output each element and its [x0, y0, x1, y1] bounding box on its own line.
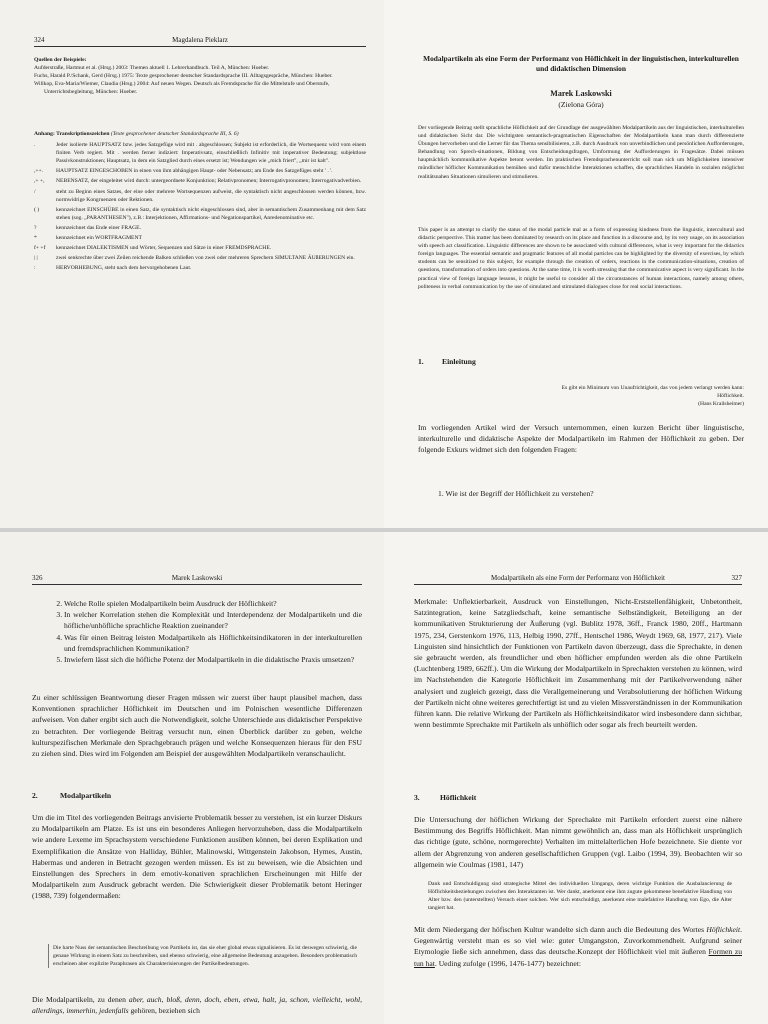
transcription-symbol: ? — [34, 224, 37, 231]
page-326 — [0, 532, 384, 1024]
abstract-english: This paper is an attempt to clarify the status of the modal particle mal as a form of expressing kindness from the linguistic, intercultural and didactic perspective. This matter has been dominated by research on its place and function in a discourse and, by its very usage, on its association with speech act classification. Linguistic differences are shown to be associated with cultural differences, what is very important for the didactics foreign languages. The essential semantic and pragmatic features of all modal particles can be highlighted by the diversity of exercises, by which students can be sensitized to this subject, for example through the creation of orders, reactions in the communication-situations, creation of questions, transformation of orders into questions. At the same time, it is worth stressing that the communicative aspect is very significant. In the practical view of foreign language lessons, it might be useful to consider all the circumstances of human interactions, namely among others, politeness in verbal communication by the use of simulated and stimulated dialogues close for real social interactions. — [418, 227, 744, 290]
question-item: 1. Wie ist der Begriff der Höflichkeit zu verstehen? — [438, 489, 594, 498]
page-327 — [384, 532, 768, 1024]
section-title: Modalpartikeln — [60, 791, 112, 800]
source-entry: Fuchs, Harald P./Schank, Gerd (Hrsg.) 1975: Texte gesprochener deutscher Standardsprache III. Alltagsgespräche, München: Hueber. — [34, 73, 333, 80]
transcription-text: NEBENSATZ, der eingeleitet wird durch: untergeordnete Konjunktion; Relativpronomen; Interrogativpronomen; Interrogativadverbien. — [56, 178, 362, 185]
running-head: Magdalena Pieklarz — [172, 36, 228, 44]
page-number: 327 — [731, 574, 742, 582]
sources-section — [34, 56, 366, 96]
transcription-symbol: ( ) — [34, 206, 40, 213]
header-rule — [34, 46, 366, 47]
text-run: Die Modalpartikeln, zu denen — [32, 995, 129, 1004]
section-number: 3. — [414, 793, 420, 802]
transcription-appendix — [34, 130, 366, 272]
transcription-row — [34, 264, 366, 272]
text-run: . Gegenwärtig versteht man es so viel wie: guter Umgangston, Zuvorkommendheit. Aufgrund seiner Etymologie ließe sich annehmen, dass das deutsche.Konzept der Höflichkeit viel mit äußeren — [414, 925, 742, 957]
transcription-text: kennzeichnet DIALEKTISMEN und Wörter, Sequenzen und Sätze in einer FREMDSPRACHE. — [56, 245, 272, 252]
section-heading — [414, 792, 742, 803]
transcription-text: kennzeichnet das Ende einer FRAGE. — [56, 224, 141, 231]
transcription-symbol: . — [34, 142, 36, 149]
text-run: . Ueding zufolge (1996, 1476-1477) bezeichnet: — [434, 958, 582, 968]
appendix-subtitle: (Texte gesprochener deutscher Standardsprache III, S. 6) — [110, 131, 239, 137]
transcription-row — [34, 206, 366, 222]
transcription-text: HERVORHEBUNG, steht nach dem hervorgehobenen Laut. — [56, 265, 192, 272]
transcription-text: kennzeichnet EINSCHÜBE in einen Satz, die syntaktisch nicht eingeschlossen sind, aber in semantischem Zusammenhang mit dem Satz stehen (sog. „PARANTHESEN"), z.B.: Interjektionen, Affirmations- und Negationspartikel, Anredenominative etc. — [56, 206, 366, 221]
appendix-title — [34, 130, 366, 138]
transcription-symbol: ,+ +, — [34, 178, 45, 185]
text-run: gehören, beziehen sich — [128, 1006, 200, 1016]
transcription-symbol: : — [34, 265, 36, 272]
body-paragraph: Zu einer schlüssigen Beantwortung dieser Fragen müssen wir zuerst über haupt plausibel machen, dass Konventionen sprachlicher Höflichkeit im Deutschen und im Polnischen wesentliche Differenzen aufweisen. Von daher ergibt sich auch die Notwendigkeit, solche Unterschiede aus didaktischer Perspektive zu betrachten. Der vorliegende Beitrag versucht nun, einen Überblick darüber zu geben, welche kulturspezifischen Merkmale den Sprachgebrauch prägen und welche Konsequenzen hieraus für den FSU zu ziehen sind. Dies wird im Folgenden am Beispiel der ausgewählten Modalpartikeln veranschaulicht. — [32, 693, 362, 759]
transcription-row — [34, 244, 366, 252]
transcription-row — [34, 141, 366, 165]
block-quote: Die harte Nuss der semantischen Beschreibung von Partikeln ist, das sie eher global etwas signalisieren. Es ist deswegen schwierig, die genaue Wirkung in einem Satz zu beschreiben, und ebenso schwierig, eine allgemeine Bedeutung anzugeben. Besonders problematisch erscheinen aber explizite Paraphrasen als Charakterisierungen der Partikelbedeutungen. — [48, 944, 357, 968]
section-heading — [32, 790, 362, 801]
author-block — [418, 88, 744, 110]
intro-paragraph: Im vorliegenden Artikel wird der Versuch unternommen, einen kurzen Bericht über linguistische, interkulturelle und didaktische Aspekte der Modalpartikeln im Rahmen der Höflichkeit zu geben. Der folgende Exkurs widmet sich den folgenden Fragen: — [418, 423, 744, 455]
page-article-start — [384, 0, 768, 528]
question-item: 5. Inwiefern lässt sich die höfliche Potenz der Modalpartikeln in die didaktische Praxis umsetzen? — [64, 654, 362, 665]
article-title: Modalpartikeln als eine Form der Performanz von Höflichkeit in der linguistischen, interkulturellen und didaktischen Dimension — [423, 54, 739, 73]
transcription-symbol: f+ +f — [34, 245, 46, 252]
text-run: Mit dem Niedergang der höfischen Kultur wandelte sich dann auch die Bedeutung des Wortes — [414, 925, 707, 934]
transcription-text: Jeder isolierte HAUPTSATZ bzw. jedes Satzgefüge wird mit . abgeschlossen; Subjekt ist erforderlich, die Wortsequenz wird vom einem finiten Verb regiert. Mit . werden ferner indiziert: Imperativsatz, einschließlich Infinitiv mit imperativer Bedeutung; subjektlose Passivkonstruktionen; Hauptsatz, in dem ein Satzglied durch eines ersetzt ist; Wendungen wie „mich friert", „mir ist kalt". — [56, 142, 366, 165]
author-name: Marek Laskowski — [550, 89, 612, 98]
body-paragraph: Die Untersuchung der höflichen Wirkung der Sprechakte mit Partikeln erfordert zuerst eine nähere Bestimmung des Begriffs Höflichkeit. Man nimmt gewöhnlich an, dass man als Höflichkeit ursprünglich das richtige (gute, schöne, normgerechte) Verhalten im mittelalterlichen Hofe bezeichnete. Sie diente vor allem der Abgrenzung von anderen gesellschaftlichen Gruppen (vgl. Laibo (1994, 39). Beobachten wir so allgemein wie Coulmas (1981, 147) — [414, 815, 742, 869]
header-rule — [32, 584, 362, 585]
question-item: 2. Welche Rolle spielen Modalpartikeln beim Ausdruck der Höflichkeit? — [64, 598, 362, 609]
section-heading — [418, 356, 744, 367]
questions — [46, 598, 362, 665]
sources-heading: Quellen der Beispiele: — [34, 57, 87, 63]
author-affiliation: (Zielona Góra) — [558, 100, 604, 109]
section-number: 2. — [32, 791, 38, 800]
section-title: Einleitung — [442, 357, 476, 366]
body-paragraph — [414, 924, 742, 969]
transcription-row — [34, 234, 366, 242]
underlined-text: Formen zu tun hat — [414, 947, 742, 968]
transcription-text: zwei senkrechte über zwei Zeilen reichende Balken schließen von zwei oder mehreren Sprechern SIMULTANE ÄUßERUNGEN ein. — [56, 255, 355, 262]
page-324 — [0, 0, 384, 528]
emphasis: Höflichkeit — [706, 925, 741, 934]
transcription-text: HAUPTSATZ EINGESCHOBEN in einen von ihm abhängigen Haupt- oder Nebensatz; am Ende des Satzgefüges steht ' . '. — [56, 168, 333, 175]
transcription-text: steht zu Beginn eines Satzes, der eine oder mehrere Wortsequenzen aufweist, die syntaktisch nicht angeschlossen werden können, bzw. normwidrige Kongruenzen oder Rektionen. — [56, 188, 366, 203]
transcription-text: kennzeichnet ein WORTFRAGMENT — [56, 235, 142, 242]
page-number: 326 — [32, 574, 43, 582]
question-item: 3. In welcher Korrelation stehen die Komplexität und Interdependenz der Modalpartikeln und die höfliche/unhöfliche sprachliche Reaktion zueinander? — [64, 609, 362, 631]
header-rule — [414, 584, 742, 585]
abstract-german: Der vorliegende Beitrag stellt sprachliche Höflichkeit auf der Grundlage der ausgewählten Modalpartikeln aus der linguistischen, interkulturellen und didaktischen Sicht dar. Die wichtigsten semantisch-pragmatischen Eigenschaften der Modalpartikeln kann man durch differenzierte Übungen hervorheben und die Lerner für das Thema sensibilisieren, z.B. durch Ausdruck von unverbindlichen und persönlichen Aufforderungen, Behandlung von Sprech-situationen, Bildung von Entscheidungsfragen, Umformung der Aufforderungen in Fragesätze. Dabei müssen hauptsächlich kommunikative Aspekte betont werden. Im praktischen Fremdsprachenunterricht soll man sich um Möglichkeiten intensiver mündlicher höflicher Kommunikation bemühen und dafür menschliche Interaktionen schaffen, die sprachliches Handeln in sozialen möglichst realitätsnahen Situationen simulieren und stimulieren. — [418, 125, 744, 180]
particle-list: aber, auch, bloß, denn, doch, eben, etwa, halt, ja, schon, vielleicht, wohl, allerdings, immerhin, jedenfalls — [32, 995, 362, 1016]
epigraph-quote: Es gibt ein Minimum von Unaufrichtigkeit, das von jedem verlangt werden kann: Höflichkeit. — [561, 385, 744, 400]
question-item: 4. Was für einen Beitrag leisten Modalpartikeln als Höflichkeitsindikatoren in der interkulturellen und fremdsprachlichen Kommunikation? — [64, 632, 362, 654]
transcription-row — [34, 188, 366, 204]
page-number: 324 — [34, 36, 45, 44]
block-quote: Dank und Entschuldigung sind strategische Mittel des individuellen Umgangs, deren wichtige Funktion die Ausbalancierung de Höflichkeitsbeziehungen zwischen den Interaktanten ist. Wer dankt, anerkennt eine ihm zugute gekommene benefaktive Handlung von Alter bzw. den (unterstellten) Versuch einer solchen. Wer sich entschuldigt, anerkennt eine malefaktive Handlung von Ego, die Alter tangiert hat. — [428, 881, 732, 912]
epigraph — [534, 384, 744, 408]
section-number: 1. — [418, 357, 424, 366]
transcription-symbol: * — [34, 235, 37, 242]
body-paragraph — [32, 994, 362, 1016]
transcription-row — [34, 254, 366, 262]
appendix-heading: Anhang: Transkriptionszeichen — [34, 131, 110, 137]
transcription-row — [34, 167, 366, 175]
running-head: Modalpartikeln als eine Form der Performanz von Höflichkeit — [491, 574, 665, 582]
section-title: Höflichkeit — [440, 793, 477, 802]
epigraph-author: (Hans Krailsheimer) — [698, 401, 744, 408]
transcription-symbol: ,++. — [34, 168, 44, 175]
source-entry: Willkop, Eva-Maria/Wiemer, Claudia (Hrsg.) 2004: Auf neuen Wegen. Deutsch als Fremdsprache für die Mittelstufe und Oberstufe, Unterrichtsbegleitung, München: Hueber. — [34, 81, 330, 96]
body-paragraph: Um die im Titel des vorliegenden Beitrags anvisierte Problematik besser zu verstehen, ist ein kurzer Diskurs zu Modalpartikeln am Platze. Es ist uns ein besonderes Anliegen hervorzuheben, dass die Modalpartikeln wie andere Lexeme im Sprachsystem verschiedene Funktionen ausüben können, bei deren Explikation und Exemplifikation die Ansätze von Halliday, Bühler, Malinowski, Wittgenstein Jakobson, Hymes, Austin, Habermas und anderen in Betracht gezogen werden müssen. Es ist zu beweisen, wie die Absichten und Einstellungen des Sprechers in dem emotiv-konativen sprachlichen Erscheinungen mit Hilfe der Modalpartikeln zum Ausdruck gebracht werden. Die Schwierigkeit dieser Problematik betont Heringer (1988, 739) folgendermaßen: — [32, 813, 362, 901]
transcription-symbol: / — [34, 188, 36, 195]
running-head: Marek Laskowski — [171, 574, 223, 582]
transcription-row — [34, 224, 366, 232]
transcription-row — [34, 177, 366, 185]
question-list — [46, 598, 362, 665]
source-entry: Aufderstraße, Hartmut et al. (Hrsg.) 2003: Themen aktuell 1. Lehrerhandbuch. Teil A, München: Hueber. — [34, 65, 270, 72]
body-paragraph: Merkmale: Unflektierbarkeit, Ausdruck von Einstellungen, Nicht-Erststellenfähigkeit, Unbetontheit, Satzintegration, keine Satzgliedschaft, keine semantische Selbständigkeit, Beteiligung an der kommunikativen Strukturierung der Äußerung (vgl. Bublitz 1978, 36ff., Franck 1980, 20ff., Hartmann 1975, 234, Gerstenkorn 1976, 113, Helbig 1990, 27ff., Hentschel 1986, Weydt 1969, 68, 1977, 217). Viele Linguisten sind hinsichtlich der Funktionen von Partikeln davon überzeugt, dass die Sprechakte, in denen sie gebraucht werden, als freundlicher und eben höflicher empfunden werden als die ohne Partikeln (Luchtenberg 1989, 662ff.). Um die Wirkung der Modalpartikeln in Sprechakten verstehen zu können, wird im Nachstehenden die Kategorie Höflichkeit im Zusammenhang mit der Partikelverwendung näher analysiert und zugleich gezeigt, dass die Verallgemeinerung und Verabsolutierung der höflichen Wirkung der Partikeln nicht ohne weiteres gerechtfertigt ist und zu vielen Missverständnissen in der Kommunikation führen kann. Die relative Wirkung der Partikeln als Höflichkeitsindikator wird insbesondere dann sichtbar, wenn bestimmte Sprechakte mit Partikeln als unhöflich oder sogar als frech beurteilt werden. — [414, 597, 742, 730]
transcription-symbol: | | — [34, 255, 38, 262]
